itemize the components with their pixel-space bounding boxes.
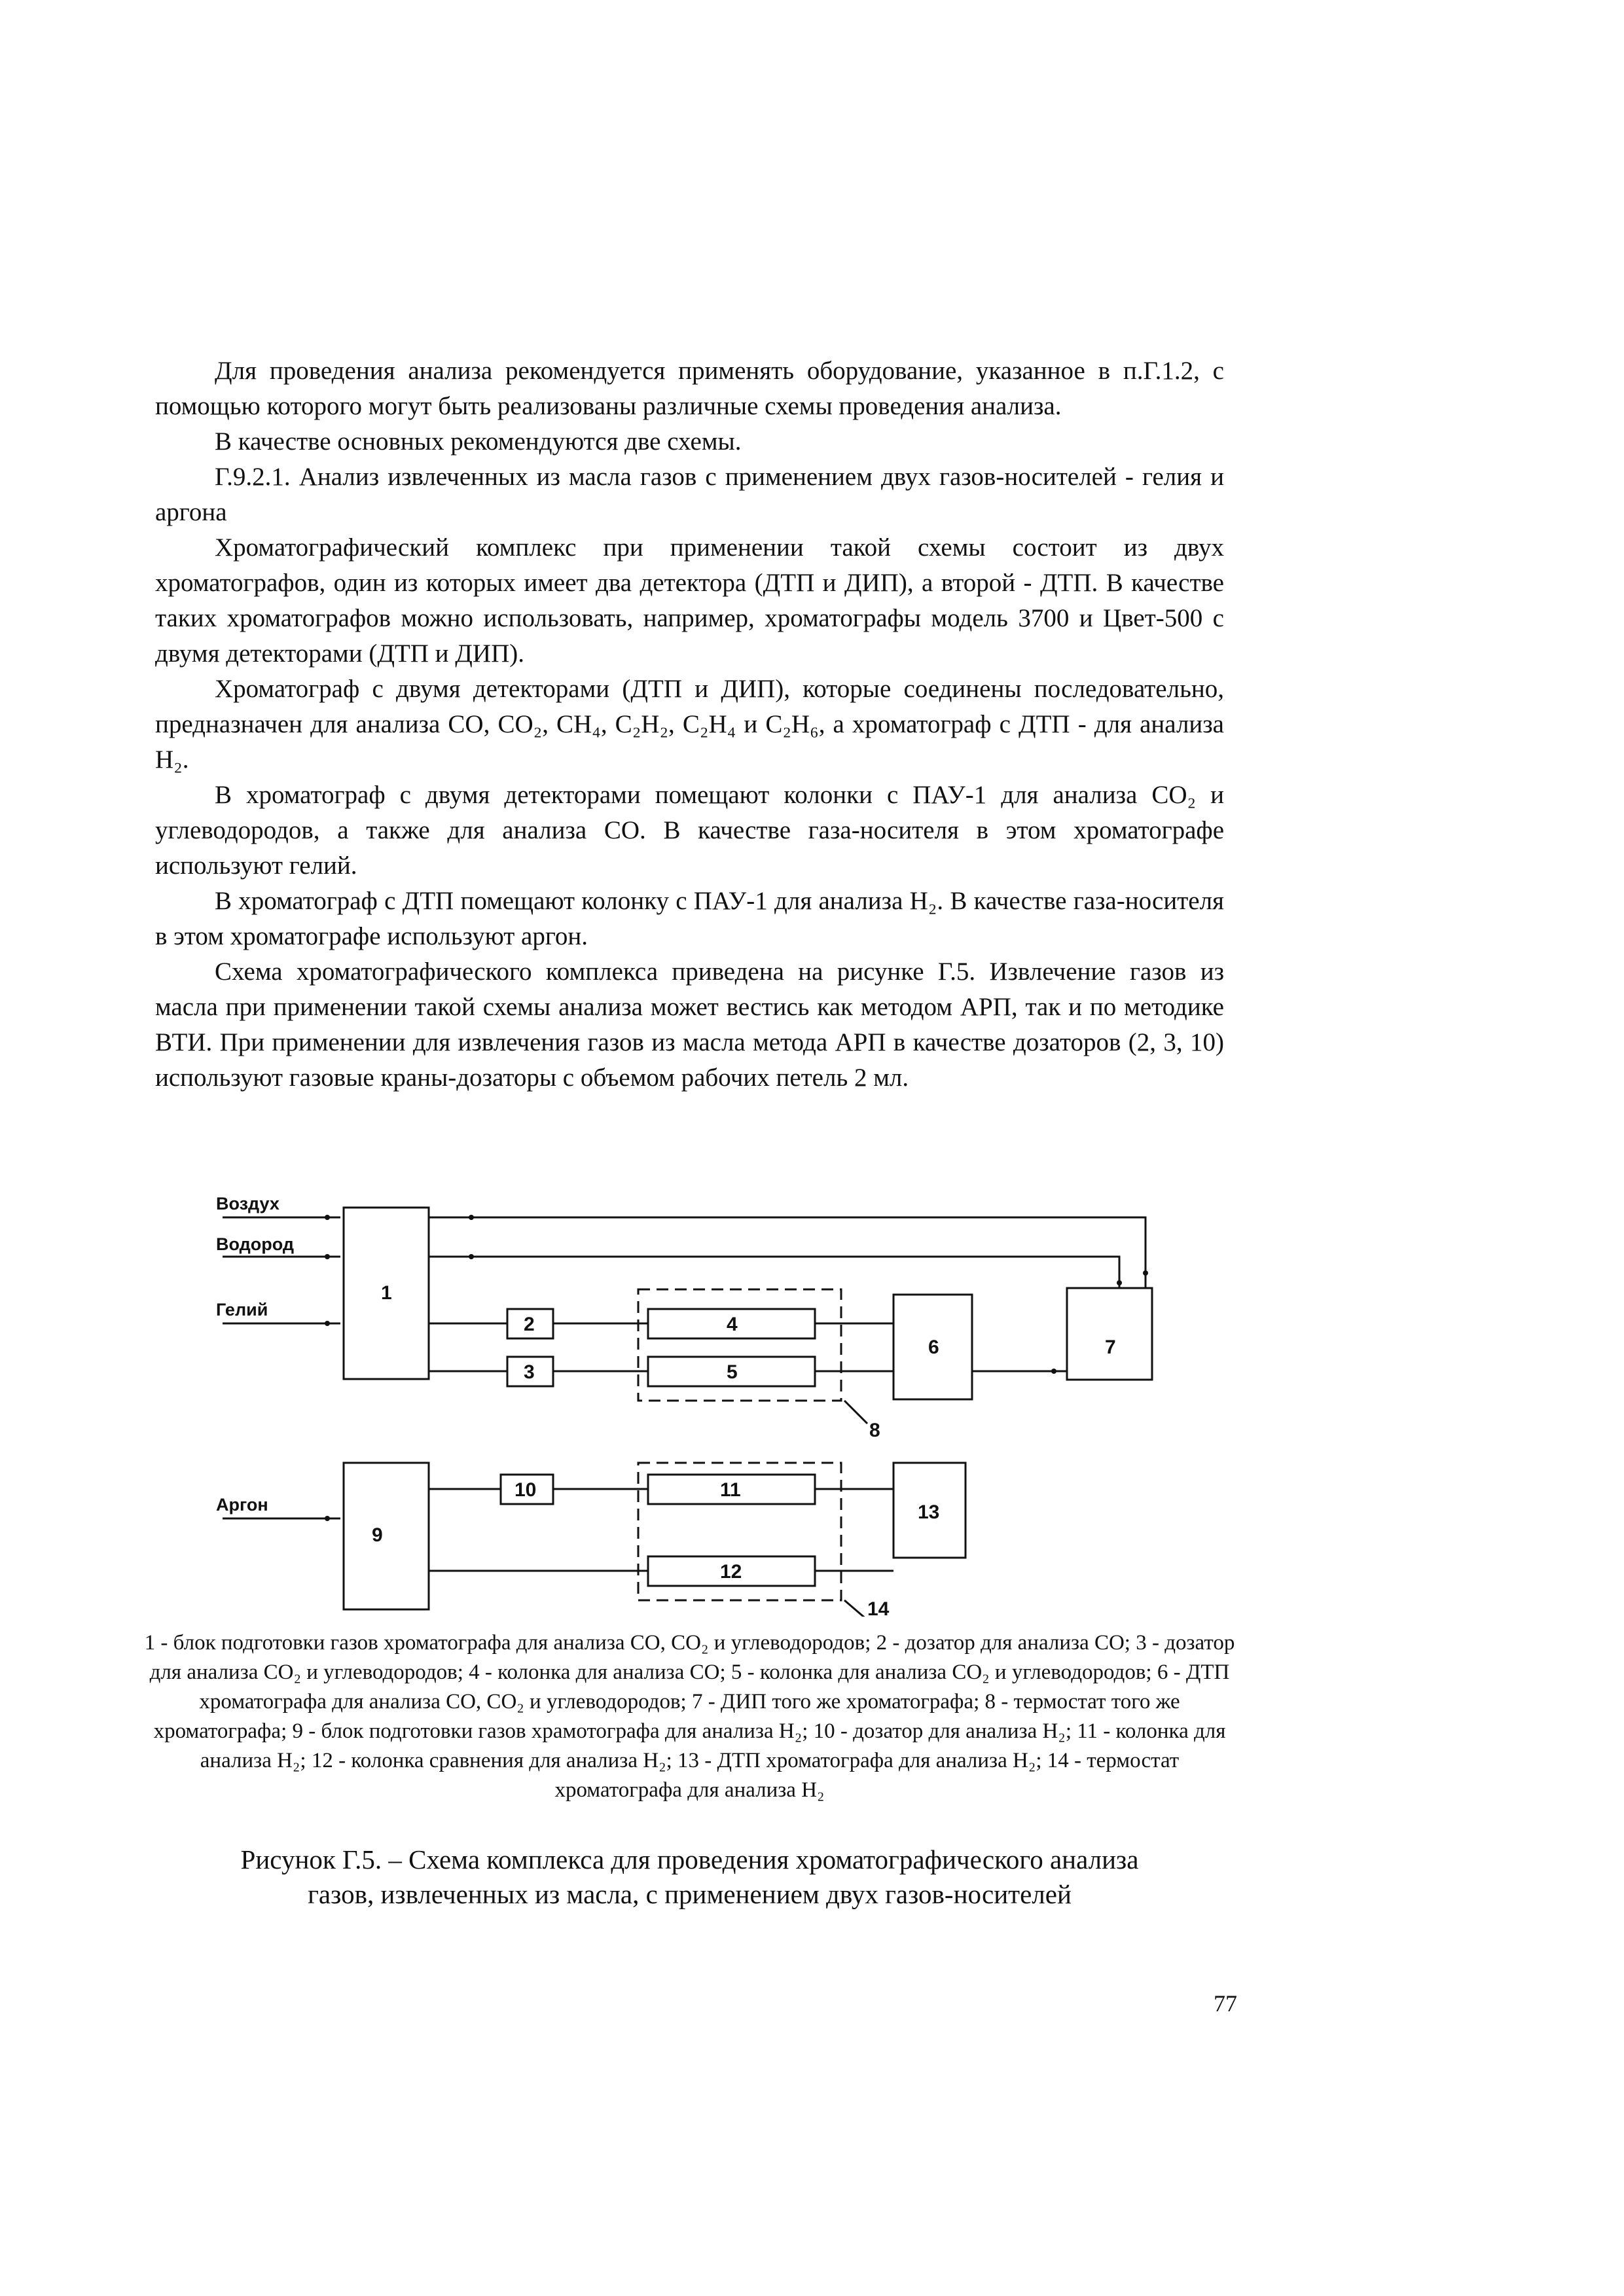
block-9-gas-preparation-h2: [344, 1463, 429, 1609]
label-6: 6: [928, 1336, 939, 1358]
paragraph: В качестве основных рекомендуются две схемы.: [215, 427, 742, 456]
paragraph: Для проведения анализа рекомендуется применять оборудование, указанное в п.Г.1.2, с помощью которого могут быть реализованы различные схемы проведения анализа.: [155, 357, 1224, 420]
paragraph: Хроматограф с двумя детекторами (ДТП и ДИП), которые соединены последовательно, предназначен для анализа CO, CO₂, CH₄, C₂H₂, C₂H₄ и C₂H₆, а хроматограф с ДТП - для анализа H₂.: [155, 675, 1224, 774]
figure-caption: [144, 1842, 1235, 1912]
body-text: [155, 353, 1224, 1096]
gas-label-argon: Аргон: [216, 1495, 268, 1515]
label-7: 7: [1105, 1336, 1116, 1358]
label-8: 8: [869, 1420, 880, 1441]
label-11: 11: [720, 1479, 741, 1501]
label-9: 9: [372, 1524, 383, 1546]
leader-8: [844, 1401, 867, 1424]
air-line-to-detector-7: [429, 1217, 1146, 1288]
block-8-thermostat: [638, 1289, 841, 1401]
label-5: 5: [727, 1361, 738, 1383]
leader-14: [844, 1600, 867, 1617]
label-13: 13: [918, 1501, 940, 1523]
label-2: 2: [524, 1314, 535, 1335]
label-4: 4: [727, 1314, 738, 1335]
label-1: 1: [381, 1282, 392, 1304]
figure-legend: 1 - блок подготовки газов хроматографа для анализа CO, CO₂ и углеводородов; 2 - дозатор для анализа CO; 3 - дозатор для анализа CO₂ и углеводородов; 4 - колонка для анализа CO; 5 - колонка для анализа CO₂ и углеводородов; 6 - ДТП хроматографа для анализа CO, CO₂ и углеводородов; 7 - ДИП того же хроматографа; 8 - термостат того же хроматографа; 9 - блок подготовки газов храмотографа для анализа H₂; 10 - дозатор для анализа H₂; 11 - колонка для анализа H₂; 12 - колонка сравнения для анализа H₂; 13 - ДТП хроматографа для анализа H₂; 14 - термостат хроматографа для анализа H₂: [144, 1631, 1235, 1802]
section-heading-paragraph: Г.9.2.1. Анализ извлеченных из масла газов с применением двух газов-носителей - гелия и аргона: [155, 463, 1224, 526]
label-12: 12: [720, 1561, 742, 1583]
paragraph: Схема хроматографического комплекса приведена на рисунке Г.5. Извлечение газов из масла при применении такой схемы анализа может вестись как методом АРП, так и по методике ВТИ. При применении для извлечения газов из масла метода АРП в качестве дозаторов (2, 3, 10) используют газовые краны-дозаторы с объемом рабочих петель 2 мл.: [155, 958, 1224, 1092]
label-14: 14: [867, 1598, 890, 1617]
caption-line: Рисунок Г.5. – Схема комплекса для проведения хроматографического анализа: [240, 1844, 1139, 1874]
paragraph: Хроматографический комплекс при применении такой схемы состоит из двух хроматографов, один из которых имеет два детектора (ДТП и ДИП), а второй - ДТП. В качестве таких хроматографов можно использовать, например, хроматографы модель 3700 и Цвет-500 с двумя детекторами (ДТП и ДИП).: [155, 533, 1224, 668]
paragraph: В хроматограф с ДТП помещают колонку с ПАУ-1 для анализа H₂. В качестве газа-носителя в этом хроматографе используют аргон.: [155, 887, 1224, 950]
hydrogen-line-to-detector-7: [429, 1257, 1119, 1288]
chromatograph-scheme-diagram: [209, 1185, 1204, 1617]
block-7-fid: [1067, 1288, 1152, 1380]
gas-label-hydrogen: Водород: [216, 1234, 295, 1254]
gas-label-air: Воздух: [216, 1194, 280, 1213]
page-number: 77: [1214, 1990, 1237, 2017]
paragraph: В хроматограф с двумя детекторами помещают колонки с ПАУ-1 для анализа CO₂ и углеводородов, а также для анализа CO. В качестве газа-носителя в этом хроматографе используют гелий.: [155, 781, 1224, 880]
label-10: 10: [514, 1479, 537, 1501]
gas-label-helium: Гелий: [216, 1300, 268, 1319]
label-3: 3: [524, 1361, 535, 1383]
caption-line: газов, извлеченных из масла, с применением двух газов-носителей: [308, 1879, 1072, 1909]
